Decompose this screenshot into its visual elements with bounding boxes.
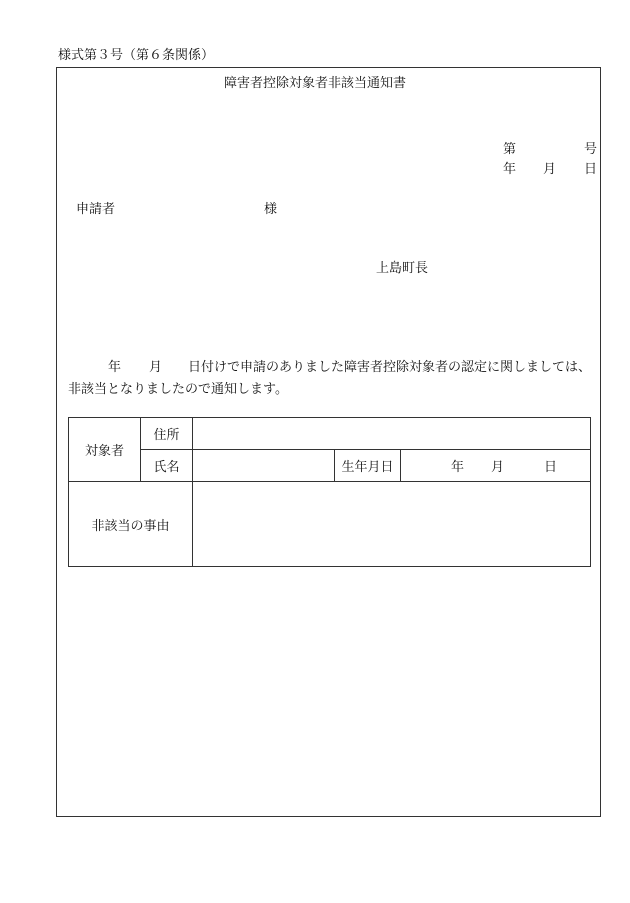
form-number-label: 様式第３号（第６条関係） bbox=[58, 48, 215, 63]
issuer-name: 上島町長 bbox=[376, 261, 429, 276]
dob-label: 生年月日 bbox=[335, 450, 401, 482]
document-title: 障害者控除対象者非該当通知書 bbox=[223, 76, 406, 91]
reason-field[interactable] bbox=[193, 482, 591, 567]
body-text-line1: 日付けで申請のありました障害者控除対象者の認定に関しましては、 bbox=[188, 360, 592, 375]
dob-field[interactable] bbox=[401, 450, 591, 482]
body-month: 月 bbox=[149, 360, 163, 375]
reason-label: 非該当の事由 bbox=[69, 482, 193, 567]
subject-info-table bbox=[68, 417, 591, 567]
issue-date-day: 日 bbox=[584, 162, 598, 177]
applicant-honorific: 様 bbox=[264, 202, 278, 217]
issue-date-year: 年 bbox=[503, 162, 517, 177]
document-number-suffix: 号 bbox=[584, 142, 598, 157]
name-field[interactable] bbox=[193, 450, 335, 482]
subject-label: 対象者 bbox=[69, 418, 141, 482]
document-number-prefix: 第 bbox=[503, 142, 517, 157]
dob-month: 月 bbox=[491, 460, 505, 475]
body-year: 年 bbox=[108, 360, 122, 375]
dob-year: 年 bbox=[451, 460, 465, 475]
name-label: 氏名 bbox=[141, 450, 193, 482]
applicant-label: 申請者 bbox=[76, 202, 116, 217]
address-field[interactable] bbox=[193, 418, 591, 450]
dob-day: 日 bbox=[544, 460, 558, 475]
address-label: 住所 bbox=[141, 418, 193, 450]
body-text-line2: 非該当となりましたので通知します。 bbox=[68, 382, 288, 397]
issue-date-month: 月 bbox=[543, 162, 557, 177]
